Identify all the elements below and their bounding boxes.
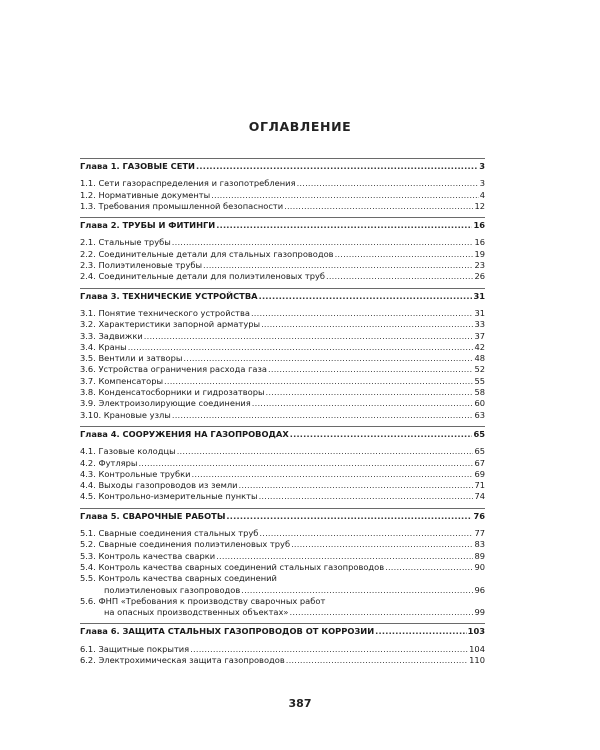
toc-entry-continuation[interactable]: на опасных производственных объектах» ..... 99 (80, 607, 485, 618)
dot-leader (290, 607, 474, 618)
toc-entry[interactable]: 4.3. Контрольные трубки ..... 69 (80, 469, 485, 480)
toc-entry-first-line[interactable]: 5.6. ФНП «Требования к производству сварочных работ (80, 595, 326, 606)
chapter-heading[interactable]: Глава 1. ГАЗОВЫЕ СЕТИ ..... 3 (80, 161, 485, 172)
toc-entry[interactable]: 5.1. Сварные соединения стальных труб ..... 77 (80, 528, 485, 539)
dot-leader (266, 387, 474, 398)
toc-entry[interactable]: 4.5. Контрольно-измерительные пункты ..... 74 (80, 491, 485, 502)
toc-entry[interactable]: 6.1. Защитные покрытия ..... 104 (80, 644, 485, 655)
toc-entry[interactable]: 3.8. Конденсатосборники и гидрозатворы ..... 58 (80, 387, 485, 398)
toc-entry[interactable]: 3.1. Понятие технического устройства ..... 31 (80, 308, 485, 319)
toc-entry[interactable]: 6.2. Электрохимическая защита газопроводов ..... 110 (80, 655, 485, 666)
chapter-6 (80, 623, 485, 666)
toc-entry[interactable]: 5.2. Сварные соединения полиэтиленовых труб ..... 83 (80, 539, 485, 550)
toc-entry[interactable]: 2.1. Стальные трубы ..... 16 (80, 237, 485, 248)
dot-leader (385, 562, 473, 573)
toc-entry[interactable]: 3.2. Характеристики запорной арматуры ..... 33 (80, 319, 485, 330)
toc-entry[interactable]: 4.1. Газовые колодцы ..... 65 (80, 446, 485, 457)
toc-entry[interactable]: 5.3. Контроль качества сварки ..... 89 (80, 551, 485, 562)
dot-leader (196, 161, 478, 172)
dot-leader (172, 237, 474, 248)
chapter-1 (80, 158, 485, 212)
chapter-5 (80, 508, 485, 619)
toc-entry[interactable]: 1.1. Сети газораспределения и газопотребления ..... 3 (80, 178, 485, 189)
toc-entry[interactable]: 2.4. Соединительные детали для полиэтиленовых труб ..... 26 (80, 271, 485, 282)
toc-entry[interactable]: 3.7. Компенсаторы ..... 55 (80, 376, 485, 387)
dot-leader (239, 480, 474, 491)
chapter-3 (80, 288, 485, 421)
dot-leader (284, 201, 473, 212)
dot-leader (164, 376, 473, 387)
dot-leader (251, 308, 473, 319)
toc-entry[interactable]: 1.2. Нормативные документы ..... 4 (80, 190, 485, 201)
toc-entry[interactable]: 3.10. Крановые узлы ..... 63 (80, 410, 485, 421)
dot-leader (216, 220, 472, 231)
dot-leader (291, 539, 473, 550)
chapter-heading[interactable]: Глава 4. СООРУЖЕНИЯ НА ГАЗОПРОВОДАХ ..... 65 (80, 429, 485, 440)
dot-leader (268, 364, 473, 375)
dot-leader (241, 585, 473, 596)
dot-leader (252, 398, 474, 409)
dot-leader (297, 178, 479, 189)
dot-leader (191, 469, 473, 480)
dot-leader (286, 655, 468, 666)
toc-entry-first-line[interactable]: 5.5. Контроль качества сварных соединений (80, 573, 277, 584)
chapter-heading[interactable]: Глава 2. ТРУБЫ И ФИТИНГИ ..... 16 (80, 220, 485, 231)
dot-leader (259, 291, 473, 302)
toc-entry-continuation[interactable]: полиэтиленовых газопроводов ..... 96 (80, 585, 485, 596)
dot-leader (216, 551, 473, 562)
page-number: 387 (288, 697, 312, 710)
dot-leader (183, 353, 473, 364)
toc-entry[interactable]: 3.6. Устройства ограничения расхода газа ..... 52 (80, 364, 485, 375)
dot-leader (259, 491, 474, 502)
dot-leader (172, 410, 474, 421)
dot-leader (326, 271, 473, 282)
dot-leader (128, 342, 474, 353)
chapter-2 (80, 217, 485, 282)
toc-entry[interactable]: 2.2. Соединительные детали для стальных газопроводов ..... 19 (80, 249, 485, 260)
dot-leader (335, 249, 474, 260)
toc-entry[interactable]: 5.4. Контроль качества сварных соединений стальных газопроводов ..... 90 (80, 562, 485, 573)
dot-leader (144, 331, 474, 342)
toc-entry[interactable]: 4.4. Выходы газопроводов из земли ..... 71 (80, 480, 485, 491)
toc-entry[interactable]: 3.3. Задвижки ..... 37 (80, 331, 485, 342)
dot-leader (226, 511, 472, 522)
dot-leader (259, 528, 473, 539)
toc-entry[interactable]: 4.2. Футляры ..... 67 (80, 458, 485, 469)
dot-leader (203, 260, 473, 271)
dot-leader (190, 644, 468, 655)
page-title: ОГЛАВЛЕНИЕ (248, 119, 352, 134)
dot-leader (138, 458, 473, 469)
toc-entry[interactable]: 3.4. Краны ..... 42 (80, 342, 485, 353)
chapter-heading[interactable]: Глава 6. ЗАЩИТА СТАЛЬНЫХ ГАЗОПРОВОДОВ ОТ КОРРОЗИИ ..... 103 (80, 626, 485, 637)
dot-leader (261, 319, 473, 330)
table-of-contents (80, 158, 485, 671)
dot-leader (211, 190, 479, 201)
dot-leader (375, 626, 467, 637)
toc-entry[interactable]: 3.5. Вентили и затворы ..... 48 (80, 353, 485, 364)
toc-entry[interactable]: 2.3. Полиэтиленовые трубы ..... 23 (80, 260, 485, 271)
chapter-heading[interactable]: Глава 3. ТЕХНИЧЕСКИЕ УСТРОЙСТВА ..... 31 (80, 291, 485, 302)
dot-leader (177, 446, 474, 457)
chapter-4 (80, 426, 485, 503)
dot-leader (290, 429, 473, 440)
toc-entry[interactable]: 1.3. Требования промышленной безопасности ..... 12 (80, 201, 485, 212)
chapter-heading[interactable]: Глава 5. СВАРОЧНЫЕ РАБОТЫ ..... 76 (80, 511, 485, 522)
toc-entry[interactable]: 3.9. Электроизолирующие соединения ..... 60 (80, 398, 485, 409)
